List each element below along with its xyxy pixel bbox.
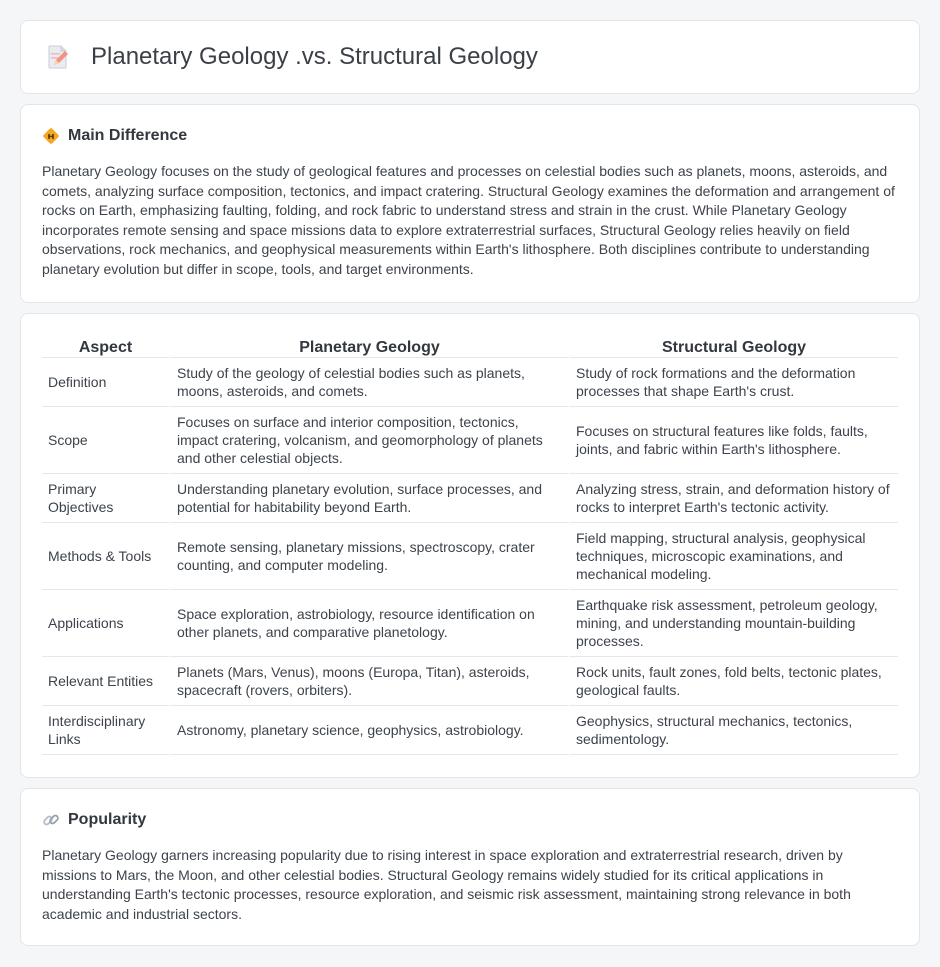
row-structural: Rock units, fault zones, fold belts, tectonic plates, geological faults. — [568, 657, 898, 706]
row-structural: Analyzing stress, strain, and deformation history of rocks to interpret Earth's tectonic activity. — [568, 474, 898, 523]
popularity-text: Planetary Geology garners increasing popularity due to rising interest in space exploration and extraterrestrial research, driven by missions to Mars, the Moon, and other celestial bodies. Structural Geology remains widely studied for its critical applications in understanding Earth's tectonic processes, resource exploration, and seismic risk assessment, maintaining strong relevance in both academic and industrial sectors. — [42, 847, 851, 922]
comparison-card — [20, 313, 920, 778]
row-structural: Field mapping, structural analysis, geophysical techniques, microscopic examinations, and mechanical modeling. — [568, 523, 898, 590]
row-aspect: Primary Objectives — [42, 474, 169, 523]
row-planetary: Space exploration, astrobiology, resource identification on other planets, and comparative planetology. — [169, 590, 568, 657]
row-planetary: Study of the geology of celestial bodies such as planets, moons, asteroids, and comets. — [169, 358, 568, 407]
row-planetary: Planets (Mars, Venus), moons (Europa, Titan), asteroids, spacecraft (rovers, orbiters). — [169, 657, 568, 706]
row-structural: Geophysics, structural mechanics, tectonics, sedimentology. — [568, 706, 898, 755]
table-row — [42, 706, 898, 755]
table-row — [42, 407, 898, 474]
table-row — [42, 474, 898, 523]
row-aspect: Relevant Entities — [42, 657, 169, 706]
title-card — [20, 20, 920, 94]
table-row — [42, 590, 898, 657]
document-pencil-icon — [47, 45, 69, 69]
link-icon — [42, 811, 60, 829]
popularity-header — [42, 811, 898, 829]
table-header-row — [42, 334, 898, 358]
row-structural: Focuses on structural features like folds, faults, joints, and fabric within Earth's lithosphere. — [568, 407, 898, 474]
popularity-card — [20, 788, 920, 946]
row-planetary: Focuses on surface and interior composition, tectonics, impact cratering, volcanism, and geomorphology of planets and other celestial objects. — [169, 407, 568, 474]
row-aspect: Scope — [42, 407, 169, 474]
row-aspect: Methods & Tools — [42, 523, 169, 590]
header-structural: Structural Geology — [568, 334, 898, 358]
main-difference-text: Planetary Geology focuses on the study of geological features and processes on celestial bodies such as planets, moons, asteroids, and comets, analyzing surface composition, tectonics, and impact cratering. Structural Geology examines the deformation and arrangement of rocks on Earth, emphasizing faulting, folding, and rock fabric to understand stress and strain in the crust. While Planetary Geology incorporates remote sensing and space missions data to explore extraterrestrial surfaces, Structural Geology relies heavily on field observations, rock mechanics, and geophysical measurements within Earth's lithosphere. Both disciplines contribute to understanding planetary evolution but differ in scope, tools, and target environments. — [42, 163, 895, 277]
main-difference-header — [42, 127, 898, 145]
row-planetary: Astronomy, planetary science, geophysics, astrobiology. — [169, 706, 568, 755]
table-row — [42, 358, 898, 407]
table-row — [42, 523, 898, 590]
row-structural: Study of rock formations and the deformation processes that shape Earth's crust. — [568, 358, 898, 407]
row-structural: Earthquake risk assessment, petroleum geology, mining, and understanding mountain-building processes. — [568, 590, 898, 657]
row-aspect: Interdisciplinary Links — [42, 706, 169, 755]
header-planetary: Planetary Geology — [169, 334, 568, 358]
row-aspect: Applications — [42, 590, 169, 657]
row-aspect: Definition — [42, 358, 169, 407]
main-difference-heading: Main Difference — [68, 127, 188, 144]
table-row — [42, 657, 898, 706]
comparison-table — [42, 334, 898, 755]
page-title: Planetary Geology .vs. Structural Geology — [91, 43, 538, 70]
header-aspect: Aspect — [42, 334, 169, 358]
popularity-heading: Popularity — [68, 811, 147, 828]
diamond-sign-icon — [42, 127, 60, 145]
row-planetary: Remote sensing, planetary missions, spectroscopy, crater counting, and computer modeling. — [169, 523, 568, 590]
main-difference-card — [20, 104, 920, 303]
row-planetary: Understanding planetary evolution, surface processes, and potential for habitability beyond Earth. — [169, 474, 568, 523]
